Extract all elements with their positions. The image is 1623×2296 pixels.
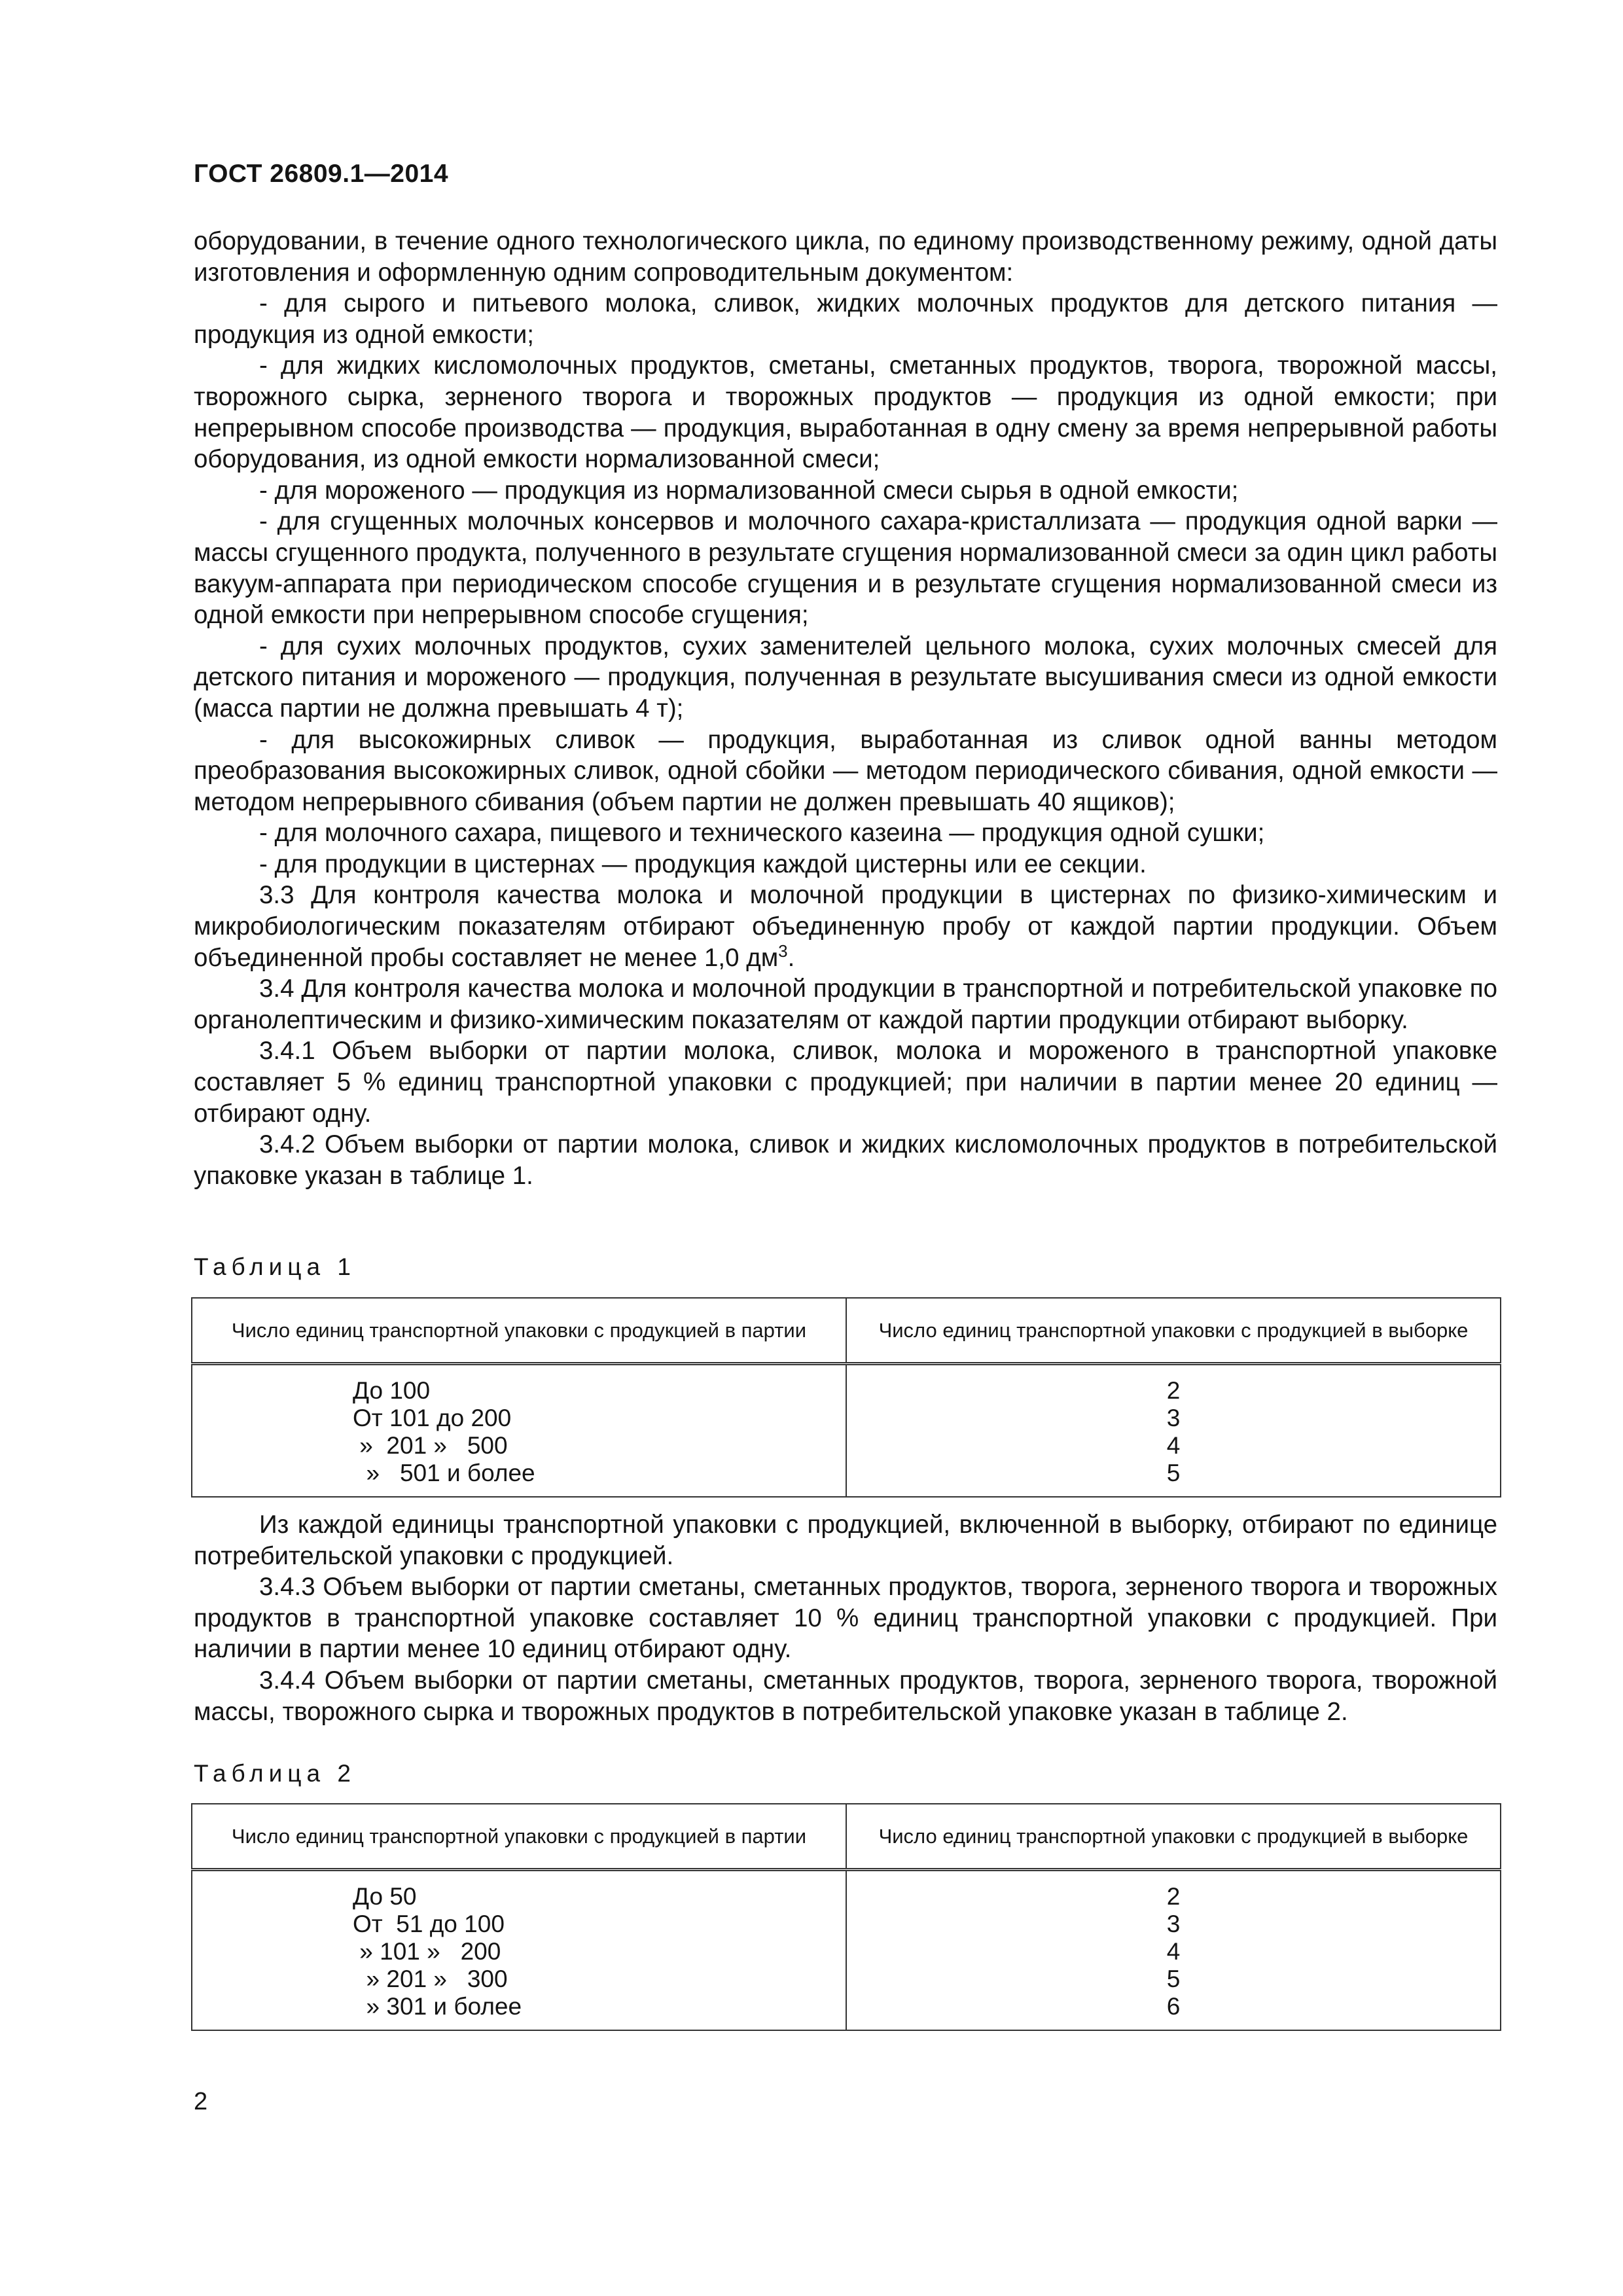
clause-3-4-2: 3.4.2 Объем выборки от партии молока, сливок и жидких кисломолочных продуктов в потребительской упаковке указан в таблице 1. xyxy=(194,1130,1497,1190)
table-cell: » 301 и более xyxy=(353,1993,522,2020)
table-cell: » 101 » 200 xyxy=(353,1938,501,1965)
table-cell: 2 xyxy=(1166,1377,1181,1404)
table-cell: 5 xyxy=(1166,1460,1181,1486)
table-1 xyxy=(191,1297,1501,1498)
body-text-2 xyxy=(194,1509,1497,1727)
table-cell: » 201 » 300 xyxy=(353,1965,508,1992)
list-item: - для молочного сахара, пищевого и технического казеина — продукция одной сушки; xyxy=(259,819,1265,848)
table-1-header-lot: Число единиц транспортной упаковки с продукцией в партии xyxy=(192,1298,846,1364)
table-2-header-sample: Число единиц транспортной упаковки с продукцией в выборке xyxy=(846,1804,1501,1870)
table-1-caption: Таблица 1 xyxy=(194,1253,356,1280)
list-item: - для продукции в цистернах — продукция каждой цистерны или ее секции. xyxy=(259,850,1147,878)
table-cell: » 201 » 500 xyxy=(353,1432,508,1459)
table-cell: 4 xyxy=(1166,1432,1181,1459)
body-text xyxy=(194,226,1497,1191)
table-cell: 3 xyxy=(1166,1910,1181,1937)
list-item: - для сырого и питьевого молока, сливок, жидких молочных продуктов для детского питания — продукция из одной емкости; xyxy=(194,289,1497,349)
table-cell: 5 xyxy=(1166,1965,1181,1992)
table-cell: 2 xyxy=(1166,1883,1181,1910)
table-1-lot-sizes xyxy=(192,1364,846,1498)
clause-3-4-1: 3.4.1 Объем выборки от партии молока, сливок, молока и мороженого в транспортной упаковке составляет 5 % единиц транспортной упаковки с продукцией; при наличии в партии менее 20 единиц — отбирают одну. xyxy=(194,1037,1497,1128)
clause-3-4-3: 3.4.3 Объем выборки от партии сметаны, сметанных продуктов, творога, зерненого творога и творожных продуктов в транспортной упаковке составляет 10 % единиц транспортной упаковки с продукцией. При наличии в партии менее 10 единиц отбирают одну. xyxy=(194,1573,1497,1664)
list-item: - для жидких кисломолочных продуктов, сметаны, сметанных продуктов, творога, творожной массы, творожного сырка, зерненого творога и творожных продуктов — продукция из одной емкости; при непрерывном способе производства — продукция, выработанная в одну смену за время непрерывной работы оборудования, из одной емкости нормализованной смеси; xyxy=(194,351,1497,474)
page-number: 2 xyxy=(194,2088,208,2115)
clause-3-3-text: 3.3 Для контроля качества молока и молочной продукции в цистернах по физико-химическим и микробиологическим показателям отбирают объединенную пробу от каждой партии продукции. Объем объединенной пробы составляет не менее 1,0 дм xyxy=(194,881,1497,972)
list-item: - для сгущенных молочных консервов и молочного сахара-кристаллизата — продукция одной варки — массы сгущенного продукта, полученного в результате сгущения нормализованной смеси за один цикл работы вакуум-аппарата при периодическом способе сгущения и в результате сгущения нормализованной смеси из одной емкости при непрерывном способе сгущения; xyxy=(194,507,1497,630)
table-2-caption: Таблица 2 xyxy=(194,1760,356,1787)
table-2 xyxy=(191,1803,1501,2031)
list-item: - для сухих молочных продуктов, сухих заменителей цельного молока, сухих молочных смесей для детского питания и мороженого — продукция, полученная в результате высушивания смеси из одной емкости (масса партии не должна превышать 4 т); xyxy=(194,632,1497,723)
table-cell: До 50 xyxy=(353,1883,417,1910)
table-2-header-lot: Число единиц транспортной упаковки с продукцией в партии xyxy=(192,1804,846,1870)
superscript: 3 xyxy=(778,941,788,961)
table-cell: До 100 xyxy=(353,1377,431,1404)
table-cell: » 501 и более xyxy=(353,1460,535,1486)
table-2-sample-sizes xyxy=(846,1870,1501,2031)
list-item: - для высокожирных сливок — продукция, выработанная из сливок одной ванны методом преобразования высокожирных сливок, одной сбойки — методом периодического сбивания, одной емкости — методом непрерывного сбивания (объем партии не должен превышать 40 ящиков); xyxy=(194,725,1497,816)
table-1-header-sample: Число единиц транспортной упаковки с продукцией в выборке xyxy=(846,1298,1501,1364)
clause-3-4-4: 3.4.4 Объем выборки от партии сметаны, сметанных продуктов, творога, зерненого творога, творожной массы, творожного сырка и творожных продуктов в потребительской упаковке указан в таблице 2. xyxy=(194,1666,1497,1726)
table-cell: От 51 до 100 xyxy=(353,1910,505,1937)
paragraph: оборудовании, в течение одного технологического цикла, по единому производственному режиму, одной даты изготовления и оформленную одним сопроводительным документом: xyxy=(194,227,1497,287)
table-2-lot-sizes xyxy=(192,1870,846,2031)
clause-3-4: 3.4 Для контроля качества молока и молочной продукции в транспортной и потребительской упаковке по органолептическим и физико-химическим показателям от каждой партии продукции отбирают выборку. xyxy=(194,975,1497,1034)
table-cell: От 101 до 200 xyxy=(353,1405,512,1431)
table-cell: 4 xyxy=(1166,1938,1181,1965)
document-header: ГОСТ 26809.1—2014 xyxy=(194,160,449,188)
clause-3-3 xyxy=(194,880,1497,973)
table-1-sample-sizes xyxy=(846,1364,1501,1498)
period: . xyxy=(787,943,795,972)
list-item: - для мороженого — продукция из нормализованной смеси сырья в одной емкости; xyxy=(259,476,1239,505)
table-cell: 6 xyxy=(1166,1993,1181,2020)
paragraph: Из каждой единицы транспортной упаковки с продукцией, включенной в выборку, отбирают по единице потребительской упаковки с продукцией. xyxy=(194,1511,1497,1570)
table-cell: 3 xyxy=(1166,1405,1181,1431)
